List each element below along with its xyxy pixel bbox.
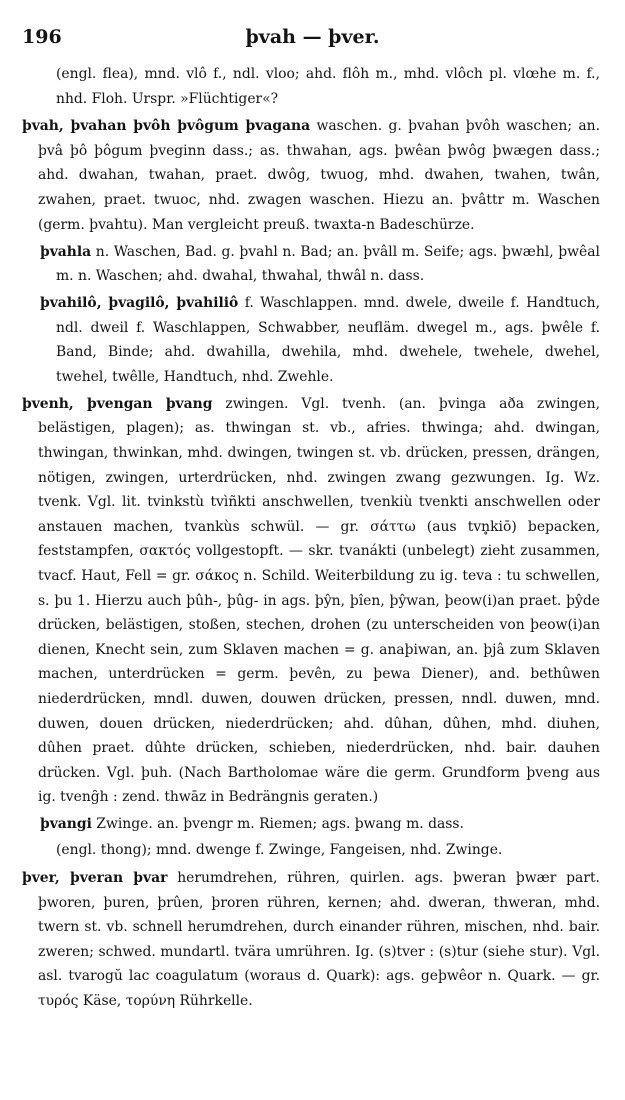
dictionary-entry-continuation (56, 838, 600, 863)
entry-body: zwingen. Vgl. tvenh. (an. þvinga aða zwingen, belästigen, plagen); as. thwingan st. vb., afries. thwinga; ahd. dwingan, thwingan, thwinkan, mhd. dwingen, twingen st. vb. drücken, pressen, drängen, nötigen, zwingen, urterdrücken, nhd. zwingen zwang gezwungen. Ig. Wz. tvenk. Vgl. lit. tvinkstù tvìñkti anschwellen, tvenkiù tvenkti anschwellen oder anstauen machen, tvankùs schwül. — gr. σάττω (aus tvn̥kiō) bepacken, feststampfen, σακτός vollgestopft. — skr. tvanákti (unbelegt) zieht zusammen, tvacf. Haut, Fell = gr. σάκος n. Schild. Weiterbildung zu ig. teva : tu schwellen, s. þu 1. Hierzu auch þûh-, þûg- in ags. þŷn, þîen, þŷwan, þeow(i)an praet. þŷde drücken, belästigen, stoßen, stechen, drohen (zu unterscheiden von þeow(i)an dienen, Knecht sein, zum Sklaven machen = g. anaþiwan, an. þjâ zum Sklaven machen, unterdrücken = germ. þevên, zu þewa Diener), and. bethûwen niederdrücken, mndl. duwen, douwen drücken, pressen, nndl. duwen, mnd. duwen, douen drücken, niederdrücken; ahd. dûhan, dûhen, mhd. diuhen, dûhen praet. dûhte drücken, schieben, niederdrücken, nhd. bair. dauhen drücken. Vgl. þuh. (Nach Bartholomae wäre die germ. Grundform þveng aus ig. tveng̑h : zend. thwāz in Bedrängnis geraten.) (38, 395, 600, 806)
dictionary-entry (22, 392, 600, 810)
dictionary-subentry (40, 812, 600, 837)
entry-body: waschen. g. þvahan þvôh waschen; an. þvâ þô þôgum þveginn dass.; as. thwahan, ags. þwêan þwôg þwægen dass.; ahd. dwahan, twahan, praet. dwôg, twuog, mhd. dwahen, twahen, twân, zwahen, praet. twuoc, nhd. zwagen waschen. Hiezu an. þvâttr m. Waschen (germ. þvahtu). Man vergleicht preuß. twaxta-n Badeschürze. (38, 118, 601, 233)
dictionary-subentry (40, 240, 600, 289)
entry-body: herumdrehen, rühren, quirlen. ags. þweran þwær part. þworen, þuren, þrûen, þroren rühren, kernen; ahd. dweran, thweran, mhd. twern st. vb. schnell herumdrehen, durch einander rühren, mischen, nhd. bair. zweren; schwed. mundartl. tvära umrühren. Ig. (s)tver : (s)tur (siehe stur). Vgl. asl. tvarogŭ lac coagulatum (woraus d. Quark): ags. geþwêor n. Quark. — gr. τυρός Käse, τορύνη Rührkelle. (38, 869, 600, 1009)
dictionary-entry (22, 114, 600, 237)
page-header (22, 26, 603, 52)
dictionary-entry-continuation (56, 62, 600, 111)
entry-headword: þvah, þvahan þvôh þvôgum þvagana (22, 118, 311, 135)
entry-body: Zwinge. an. þvengr m. Riemen; ags. þwang m. dass. (96, 816, 464, 833)
entry-body: f. Waschlappen. mnd. dwele, dweile f. Handtuch, ndl. dweil f. Waschlappen, Schwabber, neufläm. dwegel m., ags. þwêle f. Band, Binde; ahd. dwahilla, dwehila, mhd. dwehele, twehele, dwehel, twehel, twêlle, Handtuch, nhd. Zwehle. (56, 295, 600, 385)
entry-body: (engl. thong); mnd. dwenge f. Zwinge, Fangeisen, nhd. Zwinge. (56, 842, 503, 859)
entry-headword: þver, þveran þvar (22, 869, 168, 886)
dictionary-subentry (40, 291, 600, 389)
entry-headword: þvangi (40, 816, 92, 833)
entry-headword: þvenh, þvengan þvang (22, 395, 213, 412)
entry-headword: þvahilô, þvagilô, þvahiliô (40, 295, 239, 312)
page-number: 196 (22, 26, 62, 48)
running-head: þvah — þver. (245, 26, 380, 48)
dictionary-entry (22, 866, 600, 1014)
entry-body: (engl. flea), mnd. vlô f., ndl. vloo; ahd. flôh m., mhd. vlôch pl. vlœhe m. f., nhd. Floh. Urspr. »Flüchtiger«? (56, 66, 600, 107)
entry-body: n. Waschen, Bad. g. þvahl n. Bad; an. þvâll m. Seife; ags. þwæhl, þwêal m. n. Waschen; ahd. dwahal, thwahal, thwâl n. dass. (56, 243, 600, 285)
entry-headword: þvahla (40, 243, 92, 260)
page-body (22, 63, 600, 1016)
